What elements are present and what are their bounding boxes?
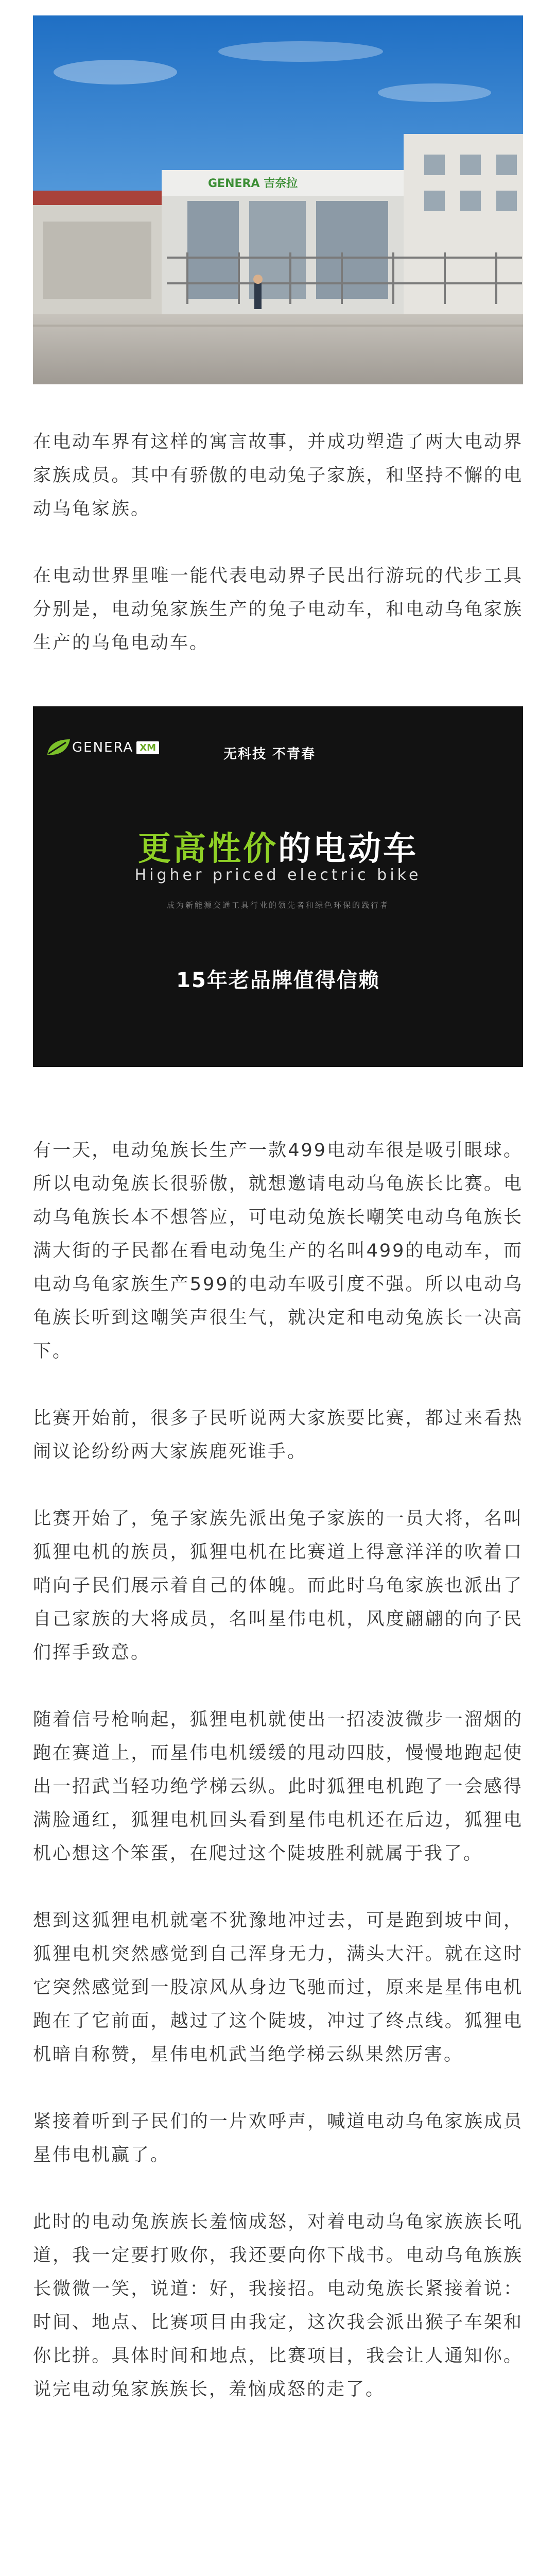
headline-highlight: 更高性价 (138, 830, 278, 868)
paragraph-8: 紧接着听到子民们的一片欢呼声，喊道电动乌龟家族成员星伟电机赢了。 (33, 2111, 523, 2165)
paragraph-9: 此时的电动兔族族长羞恼成怒，对着电动乌龟家族族长吼道，我一定要打败你，我还要向你下战书。电动乌龟族族长微微一笑，说道：好，我接招。电动兔族长紧接着说：时间、地点、比赛项目由我定，这次我会派出猴子车架和你比拼。具体时间和地点，比赛项目，我会让人通知你。说完电动兔家族族长，羞恼成怒的走了。 (33, 2212, 523, 2400)
paragraph-2: 在电动世界里唯一能代表电动界子民出行游玩的代步工具分别是，电动兔家族生产的兔子电动车，和电动乌龟家族生产的乌龟电动车。 (33, 566, 523, 653)
banner-slogan: 无科技 不青春 (223, 747, 316, 762)
factory-photo (33, 15, 523, 384)
paragraph-1: 在电动车界有这样的寓言故事，并成功塑造了两大电动界家族成员。其中有骄傲的电动兔子家族，和坚持不懈的电动乌龟家族。 (33, 432, 523, 519)
factory-sign: GENERA 吉奈拉 (208, 177, 298, 190)
paragraph-6: 随着信号枪响起，狐狸电机就使出一招凌波微步一溜烟的跑在赛道上，而星伟电机缓缓的甩动四肢，慢慢地跑起使出一招武当轻功绝学梯云纵。此时狐狸电机跑了一会感得满脸通红，狐狸电机回头看到星伟电机还在后边，狐狸电机心想这个笨蛋，在爬过这个陡坡胜利就属于我了。 (33, 1709, 523, 1864)
banner-headline (33, 822, 523, 870)
paragraph-4: 比赛开始前，很多子民听说两大家族要比赛，都过来看热闹议论纷纷两大家族鹿死谁手。 (33, 1408, 523, 1462)
paragraph-3: 有一天，电动兔族长生产一款499电动车很是吸引眼球。所以电动兔族长很骄傲，就想邀请电动乌龟族长比赛。电动乌龟族长本不想答应，可电动兔族长嘲笑电动乌龟族长满大街的子民都在看电动兔生产的名叫499的电动车，而电动乌龟家族生产599的电动车吸引度不强。所以电动乌龟族长听到这嘲笑声很生气，就决定和电动兔族长一决高下。 (33, 1140, 523, 1362)
brand-model: XM (136, 741, 159, 754)
banner-subtitle: Higher priced electric bike (134, 866, 422, 884)
headline-rest: 的电动车 (278, 830, 418, 868)
paragraph-7: 想到这狐狸电机就毫不犹豫地冲过去，可是跑到坡中间，狐狸电机突然感觉到自己浑身无力，满头大汗。就在这时它突然感觉到一股凉风从身边飞驰而过，原来是星伟电机跑在了它前面，越过了这个陡坡，冲过了终点线。狐狸电机暗自称赞，星伟电机武当绝学梯云纵果然厉害。 (33, 1910, 523, 2065)
factory-photo-illustration (33, 15, 523, 384)
paragraph-5: 比赛开始了，兔子家族先派出兔子家族的一员大将，名叫狐狸电机的族员，狐狸电机在比赛道上得意洋洋的吹着口哨向子民们展示着自己的体魄。而此时乌龟家族也派出了自己家族的大将成员，名叫星伟电机，风度翩翩的向子民们挥手致意。 (33, 1509, 523, 1663)
banner-tagline: 成为新能源交通工具行业的领先者和绿色环保的践行者 (166, 901, 389, 910)
leaf-icon (45, 737, 72, 758)
banner-footer: 15年老品牌值得信赖 (176, 969, 380, 992)
brand-logo (45, 737, 159, 758)
brand-name: GENERA (72, 740, 134, 755)
promo-banner (33, 706, 523, 1067)
